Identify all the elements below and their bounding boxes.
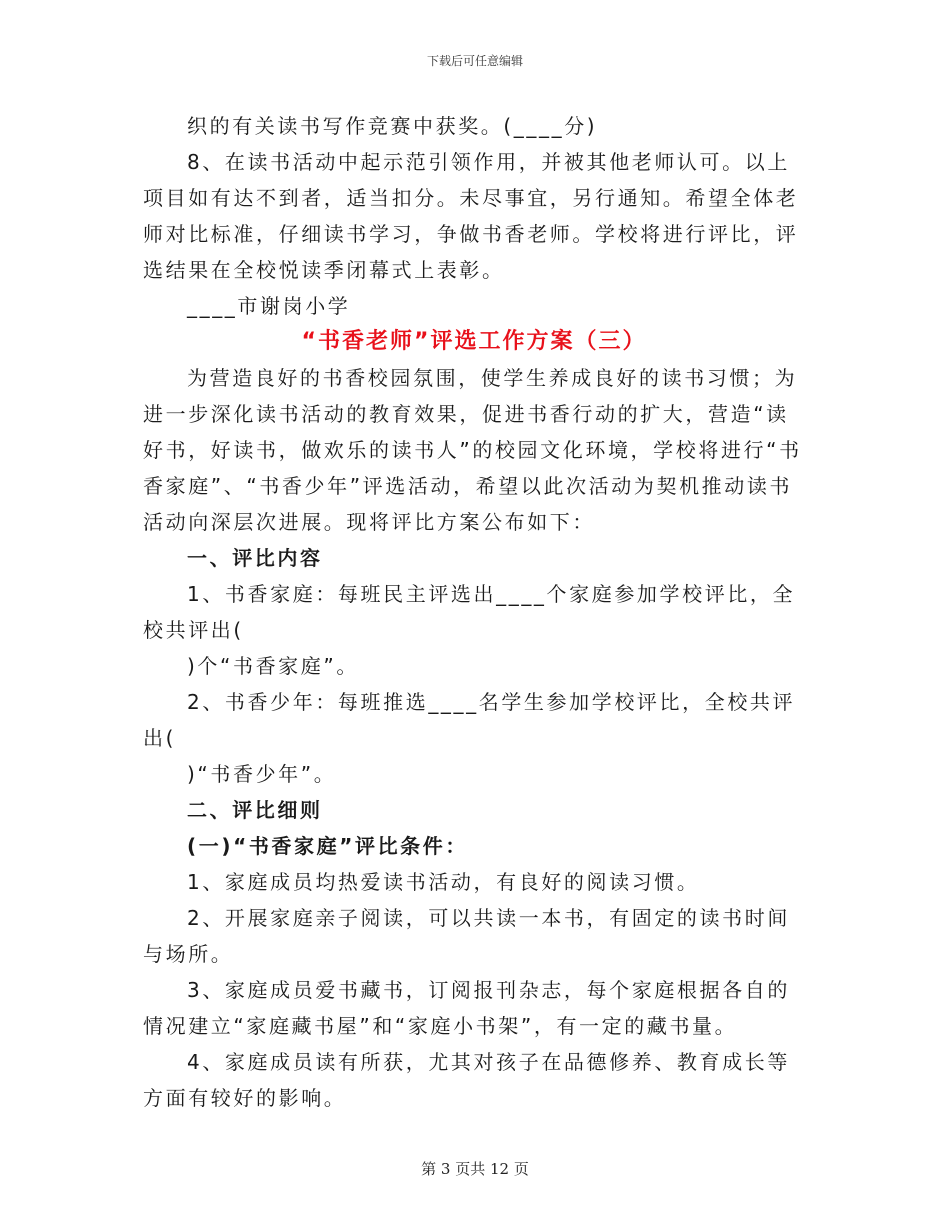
- paragraph-item-8: 8、在读书活动中起示范引领作用，并被其他老师认可。以上项目如有达不到者，适当扣分。未尽事宜，另行通知。希望全体老师对比标准，仔细读书学习，争做书香老师。学校将进行评比，评选结果在全校悦读季闭幕式上表彰。: [143, 150, 799, 282]
- paragraph-condition-4: 4、家庭成员读有所获，尤其对孩子在品德修养、教育成长等方面有较好的影响。: [143, 1050, 790, 1110]
- paragraph-family: 1、书香家庭：每班民主评选出____个家庭参加学校评比，全校共评出(: [143, 582, 796, 642]
- paragraph-family-count: )个“书香家庭”。: [187, 654, 359, 678]
- paragraph-award: 织的有关读书写作竞赛中获奖。(____分): [187, 114, 598, 138]
- heading-evaluation-rules: 二、评比细则: [187, 798, 323, 822]
- document-body: [143, 108, 805, 1116]
- paragraph-condition-2: 2、开展家庭亲子阅读，可以共读一本书，有固定的读书时间与场所。: [143, 906, 790, 966]
- heading-family-conditions: (一)“书香家庭”评比条件：: [187, 834, 468, 858]
- page-footer: 第 3 页共 12 页: [421, 1160, 529, 1178]
- paragraph-condition-3: 3、家庭成员爱书藏书，订阅报刊杂志，每个家庭根据各自的情况建立“家庭藏书屋”和“家庭小书架”，有一定的藏书量。: [143, 978, 790, 1038]
- paragraph-condition-1: 1、家庭成员均热爱读书活动，有良好的阅读习惯。: [187, 870, 700, 894]
- paragraph-intro: 为营造良好的书香校园氛围，使学生养成良好的读书习惯；为进一步深化读书活动的教育效果，促进书香行动的扩大，营造“读好书，好读书，做欢乐的读书人”的校园文化环境，学校将进行“书香家庭”、“书香少年”评选活动，希望以此次活动为契机推动读书活动向深层次进展。现将评比方案公布如下：: [143, 366, 802, 534]
- paragraph-youth-count: )“书香少年”。: [187, 762, 337, 786]
- heading-evaluation-content: 一、评比内容: [187, 546, 323, 570]
- paragraph-school-name: ____市谢岗小学: [187, 294, 351, 318]
- section-title: “书香老师”评选工作方案（三）: [301, 329, 647, 354]
- paragraph-youth: 2、书香少年：每班推选____名学生参加学校评比，全校共评出(: [143, 690, 796, 750]
- page-header: 下载后可任意编辑: [426, 54, 523, 68]
